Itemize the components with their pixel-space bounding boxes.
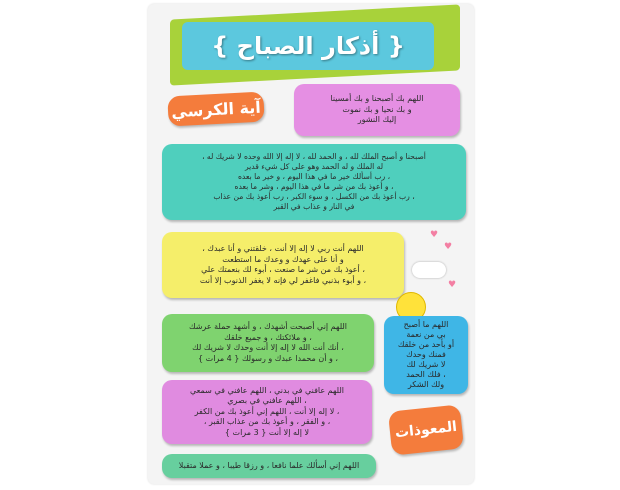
- card-text-line: و أنا على عهدك و وعدك ما استطعت: [222, 254, 344, 264]
- heart-icon: ♥: [448, 280, 457, 290]
- muawwidhat-label: المعوذات: [388, 404, 464, 455]
- card-text-line: إليك النشور: [357, 115, 397, 125]
- card-bika-asbahna: [294, 84, 460, 136]
- card-text-line: أصبحنا و أصبح الملك لله ، و الحمد لله ، لا إله إلا الله وحده لا شريك له ،: [202, 152, 426, 161]
- card-text-line: أو بأحد من خلقك: [397, 340, 455, 349]
- card-text-line: ، و أعوذ بك من شر ما في هذا اليوم ، وشر ما بعده: [234, 182, 394, 191]
- card-asbahna-wa-asbaha: [162, 144, 466, 220]
- card-afini: [162, 380, 372, 444]
- card-text-line: ، أنك أنت الله لا إله إلا أنت وحدك لا شريك لك: [192, 343, 344, 352]
- card-text-line: و بك نحيا و بك نموت: [342, 104, 412, 114]
- cloud-icon: [412, 262, 446, 278]
- card-sayyid-al-istighfar: [162, 232, 404, 298]
- card-text-line: ، و ملائكتك ، و جميع خلقك: [224, 332, 312, 342]
- card-ilman-nafian: [162, 454, 376, 478]
- heart-icon: ♥: [444, 242, 453, 252]
- card-text-line: ، رب أعوذ بك من الكسل ، و سوء الكبر ، رب أعوذ بك من عذاب: [213, 192, 415, 201]
- ayat-alkursi-label: آية الكرسي: [167, 92, 264, 127]
- card-ashhaduk: [162, 314, 374, 372]
- card-text-line: اللهم إني أسألك علما نافعا ، و رزقا طيبا ، و عملا متقبلا: [178, 460, 360, 470]
- card-text-line: ، اللهم عافني في بصري: [227, 396, 307, 406]
- card-text-line: اللهم إني أصبحت أشهدك ، و أشهد حملة عرشك: [188, 322, 348, 331]
- card-text-line: بي من نعمة: [406, 330, 446, 339]
- card-text-line: ، أعوذ بك من شر ما صنعت ، أبوء لك بنعمتك علي: [201, 265, 365, 274]
- card-text-line: اللهم بك أصبحنا و بك أمسينا: [330, 94, 424, 104]
- card-text-line: له الملك و له الحمد وهو على كل شيء قدير: [244, 162, 384, 171]
- card-text-line: ، و أبوء بذنبي فاغفر لي فإنه لا يغفر الذنوب إلا أنت: [199, 275, 367, 285]
- card-text-line: في النار و عذاب في القبر: [273, 202, 355, 211]
- card-text-line: لا إله إلا أنت { 3 مرات }: [224, 427, 310, 437]
- card-ma-asbaha-bi: [384, 316, 468, 394]
- card-text-line: فمنك وحدك: [406, 350, 446, 359]
- card-text-line: ، فلك الحمد: [406, 370, 446, 379]
- card-text-line: ، لا إله إلا أنت ، اللهم إني أعوذ بك من الكفر: [194, 406, 340, 416]
- adhkar-poster: [148, 4, 474, 484]
- card-text-line: ، و أن محمدا عبدك و رسولك { 4 مرات }: [198, 353, 338, 363]
- title-banner: [170, 12, 460, 78]
- card-text-line: ، رب أسألك خير ما في هذا اليوم ، و خير ما بعده: [237, 172, 391, 181]
- card-text-line: ولك الشكر: [407, 380, 445, 389]
- card-text-line: اللهم ما أصبح: [403, 320, 449, 329]
- card-text-line: ، و الفقر ، و أعوذ بك من عذاب القبر ،: [203, 417, 331, 427]
- heart-icon: ♥: [430, 230, 439, 240]
- card-text-line: اللهم عافني في بدني ، اللهم عافني في سمعي: [190, 385, 344, 395]
- card-text-line: اللهم أنت ربي لا إله إلا أنت ، خلقتني و أنا عبدك ،: [202, 244, 364, 253]
- card-text-line: لا شريك لك: [406, 360, 446, 369]
- page-title: { أذكار الصباح }: [211, 32, 405, 60]
